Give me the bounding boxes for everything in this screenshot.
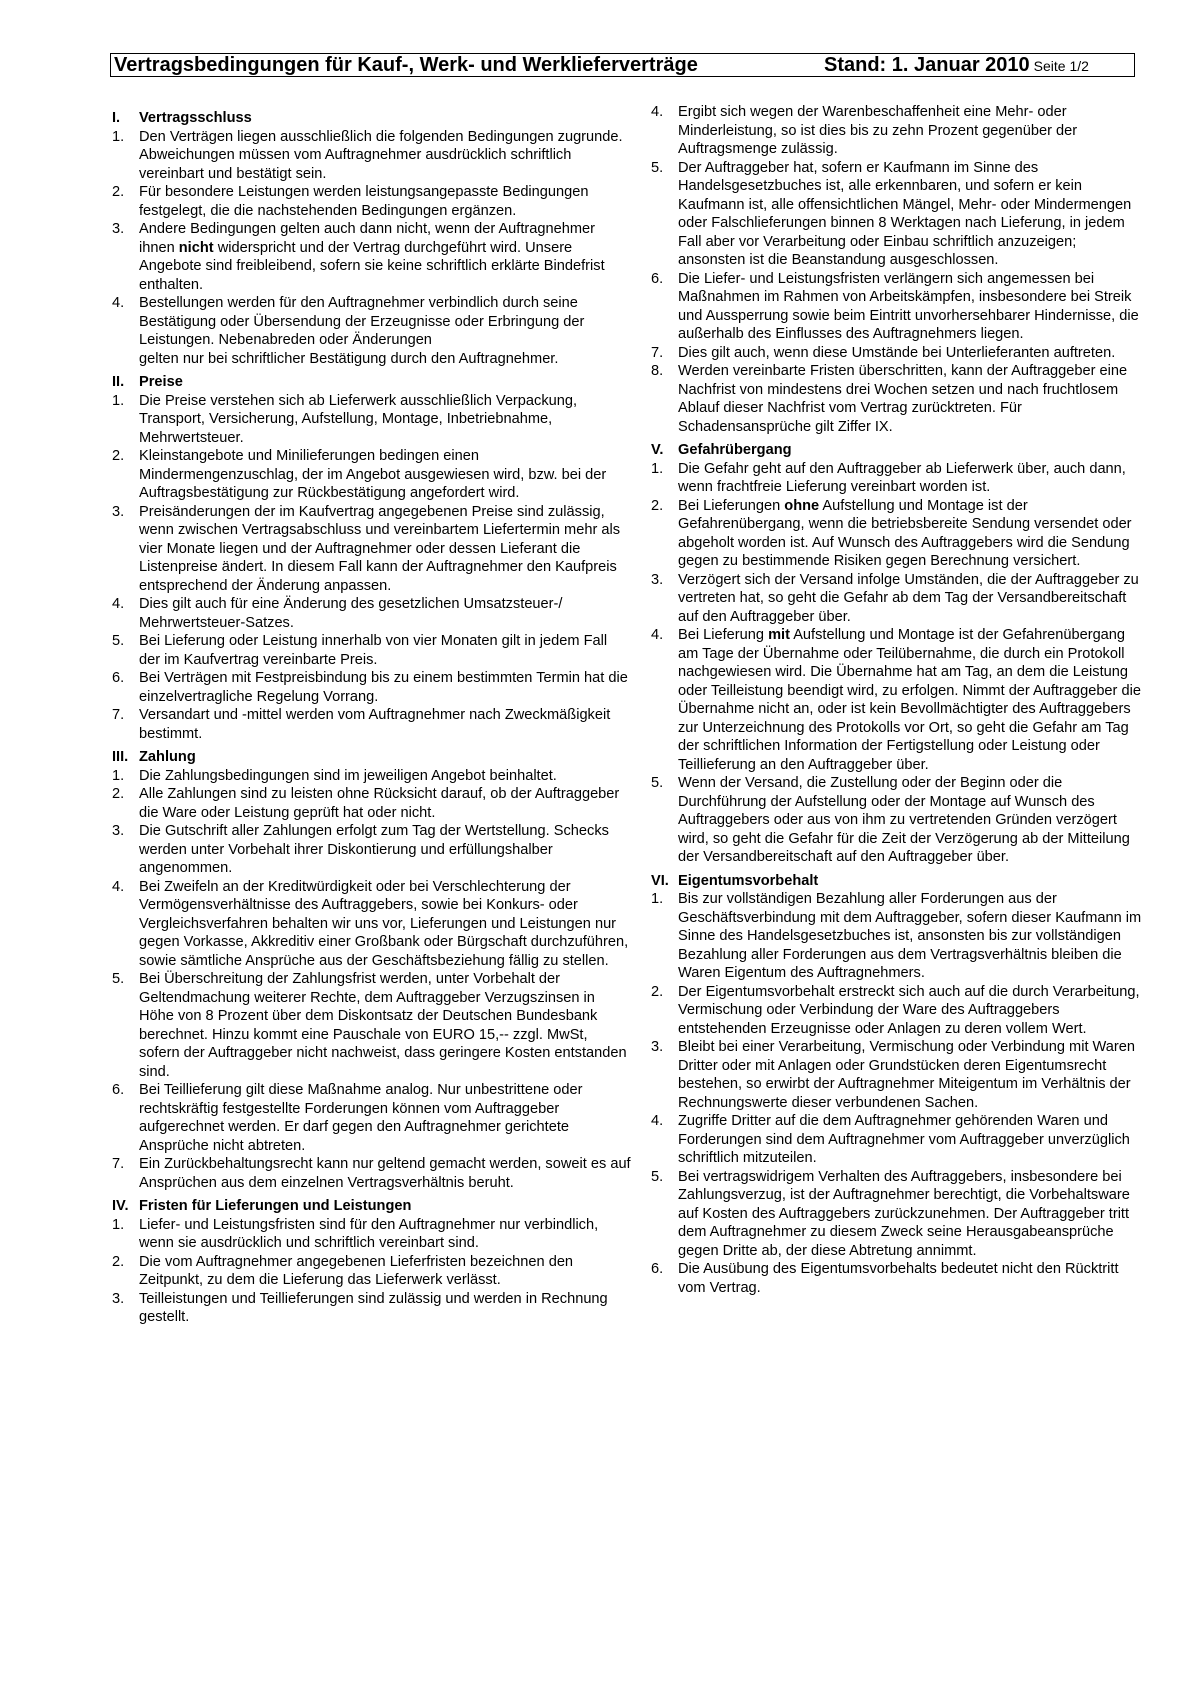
section — [651, 103, 1144, 436]
clause — [112, 822, 632, 878]
clause-text: Dies gilt auch für eine Änderung des gesetzlichen Umsatzsteuer-/ Mehrwertsteuer-Satzes. — [139, 596, 563, 631]
section-heading — [112, 373, 632, 392]
clause-text: Andere Bedingungen gelten auch dann nicht, wenn der Auftragnehmer ihnen nicht widerspricht und der Vertrag durchgeführt wird. Unsere Angebote sind freibleibend, sofern sie keine schriftlich erklärte Bindefrist enthalten. — [139, 221, 605, 293]
clause-text: Die Zahlungsbedingungen sind im jeweiligen Angebot beinhaltet. — [139, 767, 557, 784]
clause-number: 7. — [651, 344, 664, 361]
section — [112, 748, 632, 1192]
clause-number: 3. — [112, 503, 125, 520]
clause-number: 6. — [112, 1082, 125, 1098]
clause-number: 7. — [112, 1156, 125, 1172]
clause — [651, 362, 1144, 436]
clause — [112, 970, 632, 1081]
clause — [112, 294, 632, 368]
clause-text: Bleibt bei einer Verarbeitung, Vermischung oder Verbindung mit Waren Dritter oder mit Anlagen oder Grundstücken deren Eigentumsrecht bestehen, so erwirbt der Auftragnehmer Miteigentum im Verhältnis der Rechnungswerte dieser verbundenen Sachen. — [678, 1039, 1135, 1111]
section-title: Preise — [139, 374, 183, 390]
section-heading — [112, 109, 632, 128]
clause-text: Ein Zurückbehaltungsrecht kann nur geltend gemacht werden, soweit es auf Ansprüchen aus dem einzelnen Vertragsverhältnis beruht. — [139, 1156, 631, 1191]
clause-text: Alle Zahlungen sind zu leisten ohne Rücksicht darauf, ob der Auftraggeber die Ware oder Leistung geprüft hat oder nicht. — [139, 786, 620, 821]
clause — [651, 890, 1144, 983]
clause-number: 4. — [651, 104, 664, 120]
clause-text: Werden vereinbarte Fristen überschritten, kann der Auftraggeber eine Nachfrist von mindestens drei Wochen setzen und nach fruchtlosem Ablauf dieser Nachfrist vom Vertrag zurücktreten. Für Schadensansprüche gilt Ziffer IX. — [678, 363, 1128, 435]
clause-text: Der Auftraggeber hat, sofern er Kaufmann im Sinne des Handelsgesetzbuches ist, alle erkennbaren, und sofern er kein Kaufmann ist, alle offensichtlichen Mängel, Mehr- oder Mindermengen oder Falschlieferungen binnen 8 Werktagen nach Lieferung, in jedem Fall aber vor Verarbeitung oder Einbau schriftlich anzuzeigen; ansonsten ist die Beanstandung ausgeschlossen. — [678, 159, 1132, 268]
clause — [112, 183, 632, 220]
clause-number: 2. — [112, 786, 125, 802]
clause — [112, 392, 632, 448]
clause-number: 5. — [651, 1168, 664, 1185]
document-date — [824, 55, 1089, 76]
clause — [112, 595, 632, 632]
clause — [112, 128, 632, 184]
clause-text: Bei Überschreitung der Zahlungsfrist werden, unter Vorbehalt der Geltendmachung weiterer Rechte, dem Auftraggeber Verzugszinsen in Höhe von 8 Prozent über dem Diskontsatz der Deutschen Bundesbank berechnet. Hinzu kommt eine Pauschale von EURO 15,-- zzgl. MwSt, sofern der Auftraggeber nicht nachweist, dass geringere Kosten entstanden sind. — [139, 971, 627, 1080]
section-title: Zahlung — [139, 749, 196, 765]
clause-number: 1. — [651, 891, 664, 907]
clause — [112, 1081, 632, 1155]
clause-number: 2. — [112, 448, 125, 464]
clause-number: 4. — [112, 596, 125, 612]
clause — [651, 103, 1144, 159]
clause-number: 3. — [112, 221, 125, 237]
clause-number: 2. — [651, 497, 664, 514]
clause — [651, 774, 1144, 867]
clause-text: Ergibt sich wegen der Warenbeschaffenheit eine Mehr- oder Minderleistung, so ist dies bis zu zehn Prozent gegenüber der Auftragsmenge zulässig. — [678, 104, 1078, 157]
clause-text: Der Eigentumsvorbehalt erstreckt sich auch auf die durch Verarbeitung, Vermischung oder Verbindung der Ware des Auftraggebers entstehenden Erzeugnisse oder Anlagen zu deren vollem Wert. — [678, 983, 1140, 1037]
section-number: I. — [112, 110, 121, 126]
section — [651, 872, 1144, 1298]
clause — [112, 447, 632, 503]
section-number: V. — [651, 442, 664, 458]
clause — [651, 1168, 1144, 1261]
clause-number: 4. — [651, 627, 664, 643]
clause-text: Die Preise verstehen sich ab Lieferwerk ausschließlich Verpackung, Transport, Versicherung, Aufstellung, Montage, Inbetriebnahme, Mehrwertsteuer. — [139, 392, 578, 446]
section-heading — [651, 441, 1144, 460]
section-number: IV. — [112, 1198, 129, 1214]
clause-text: Teilleistungen und Teillieferungen sind zulässig und werden in Rechnung gestellt. — [139, 1290, 608, 1325]
section — [112, 109, 632, 368]
clause — [112, 878, 632, 971]
clause-text: Bei Lieferung oder Leistung innerhalb von vier Monaten gilt in jedem Fall der im Kaufvertrag vereinbarte Preis. — [139, 633, 608, 668]
clause-number: 6. — [112, 670, 125, 686]
section — [651, 441, 1144, 867]
section-title: Gefahrübergang — [678, 442, 792, 458]
clause-text: Zugriffe Dritter auf die dem Auftragnehmer gehörenden Waren und Forderungen sind dem Auftragnehmer vom Auftraggeber unverzüglich schriftlich mitzuteilen. — [678, 1113, 1130, 1166]
clause — [112, 767, 632, 786]
clause-text: Preisänderungen der im Kaufvertrag angegebenen Preise sind zulässig, wenn zwischen Vertragsabschluss und vereinbartem Liefertermin mehr als vier Monate liegen und der Auftragnehmer oder dessen Lieferant die Listenpreise ändert. In diesem Fall kann der Auftragnehmer den Kaufpreis entsprechend der Änderung anpassen. — [139, 503, 621, 594]
right-column — [651, 103, 1144, 1302]
document-title: Vertragsbedingungen für Kauf-, Werk- und Werklieferverträge — [114, 54, 698, 76]
clause-text: Kleinstangebote und Minilieferungen bedingen einen Mindermengenzuschlag, der im Angebot ausgewiesen wird, bzw. bei der Auftragsbestätigung zur Rückbestätigung angefordert wird. — [139, 448, 607, 501]
clause-number: 4. — [112, 878, 125, 895]
clause-text: Die Gefahr geht auf den Auftraggeber ab Lieferwerk über, auch dann, wenn frachtfreie Lieferung vereinbart worden ist. — [678, 460, 1126, 495]
clause — [651, 460, 1144, 497]
document-header — [110, 53, 1135, 77]
clause-number: 6. — [651, 1261, 664, 1277]
clause-number: 6. — [651, 270, 664, 287]
clause — [651, 1260, 1144, 1297]
clause-text: Bei Teillieferung gilt diese Maßnahme analog. Nur unbestrittene oder rechtskräftig festgestellte Forderungen können vom Auftraggeber aufgerechnet werden. Er darf gegen den Auftragnehmer gerichtete Ansprüche nicht abtreten. — [139, 1082, 583, 1154]
clause-number: 1. — [112, 1216, 125, 1233]
clause — [112, 1216, 632, 1253]
clause-number: 5. — [651, 775, 664, 791]
clause-text: Versandart und -mittel werden vom Auftragnehmer nach Zweckmäßigkeit bestimmt. — [139, 707, 611, 742]
section-number: II. — [112, 374, 125, 390]
clause — [651, 571, 1144, 627]
clause-text: Die Liefer- und Leistungsfristen verlängern sich angemessen bei Maßnahmen im Rahmen von Arbeitskämpfen, insbesondere bei Streik und Aussperrung sowie beim Eintritt unvorhersehbarer Hindernisse, die außerhalb des Einflusses des Auftragnehmers liegen. — [678, 270, 1139, 342]
clause-number: 4. — [651, 1113, 664, 1129]
clause-number: 5. — [112, 633, 125, 649]
clause-text: Bestellungen werden für den Auftragnehmer verbindlich durch seine Bestätigung oder Übersendung der Erzeugnisse oder Erbringung der Leistungen. Nebenabreden oder Änderungen gelten nur bei schriftlicher Bestätigung durch den Auftragnehmer. — [139, 295, 585, 367]
section-number: VI. — [651, 872, 669, 889]
clause-number: 2. — [112, 184, 125, 200]
clause — [112, 1253, 632, 1290]
page-indicator: Seite 1/2 — [1033, 58, 1089, 74]
left-column — [112, 109, 632, 1332]
clause — [112, 632, 632, 669]
section-title: Fristen für Lieferungen und Leistungen — [139, 1198, 412, 1214]
clause-number: 3. — [651, 1039, 664, 1055]
clause-number: 1. — [112, 128, 125, 145]
clause-number: 7. — [112, 707, 125, 723]
clause-text: Bis zur vollständigen Bezahlung aller Forderungen aus der Geschäftsverbindung mit dem Auftraggeber, sofern dieser Kaufmann im Sinne des Handelsgesetzbuches ist, ansonsten bis zur vollständigen Bezahlung aller Forderungen aus dem Vertragsverhältnis bleiben die Waren Eigentum des Auftragnehmers. — [678, 891, 1142, 981]
clause-text: Dies gilt auch, wenn diese Umstände bei Unterlieferanten auftreten. — [678, 344, 1116, 361]
clause-number: 1. — [651, 460, 664, 477]
clause-number: 1. — [112, 767, 125, 784]
stand-label: Stand: 1. Januar 2010 — [824, 54, 1030, 76]
clause — [112, 706, 632, 743]
clause-number: 2. — [651, 983, 664, 1000]
clause-text: Bei Lieferung mit Aufstellung und Montage ist der Gefahrenübergang am Tage der Übernahme oder Teilübernahme, die durch ein Protokoll nachgewiesen wird. Die Übernahme hat am Tag, an dem die Leistung oder Teilleistung beendigt wird, zu erfolgen. Nimmt der Auftraggeber die Übernahme nicht an, oder ist kein Bevollmächtigter des Auftraggebers zur Unterzeichnung des Protokolls vor Ort, so geht die Gefahr am Tag der schriftlichen Information der Fertigstellung oder Leistung oder Teillieferung an den Auftraggeber über. — [678, 627, 1141, 773]
section-heading — [112, 1197, 632, 1216]
clause — [112, 1155, 632, 1192]
clause-number: 2. — [112, 1253, 125, 1270]
clause-number: 3. — [651, 571, 664, 588]
clause-text: Den Verträgen liegen ausschließlich die folgenden Bedingungen zugrunde. Abweichungen müssen vom Auftragnehmer ausdrücklich schriftlich vereinbart und bestätigt sein. — [139, 128, 623, 182]
clause — [651, 626, 1144, 774]
section — [112, 1197, 632, 1327]
section-title: Eigentumsvorbehalt — [678, 872, 819, 889]
clause — [651, 1038, 1144, 1112]
clause-number: 5. — [112, 971, 125, 987]
clause-text: Bei Lieferungen ohne Aufstellung und Montage ist der Gefahrenübergang, wenn die betriebsbereite Sendung versendet oder abgeholt worden ist. Auf Wunsch des Auftraggebers wird die Sendung gegen zu bestimmende Risiken gegen Berechnung versichert. — [678, 497, 1132, 569]
clause-number: 5. — [651, 159, 664, 176]
clause-number: 4. — [112, 295, 125, 311]
section-heading — [651, 872, 1144, 891]
clause — [112, 1290, 632, 1327]
section — [112, 373, 632, 743]
clause-text: Liefer- und Leistungsfristen sind für den Auftragnehmer nur verbindlich, wenn sie ausdrücklich und schriftlich vereinbart sind. — [139, 1216, 599, 1251]
clause — [651, 1112, 1144, 1168]
clause-number: 1. — [112, 392, 125, 409]
clause-number: 3. — [112, 1290, 125, 1307]
clause-text: Verzögert sich der Versand infolge Umständen, die der Auftraggeber zu vertreten hat, so geht die Gefahr ab dem Tag der Versandbereitschaft auf den Auftraggeber über. — [678, 571, 1139, 625]
clause — [112, 220, 632, 294]
clause — [651, 344, 1144, 363]
clause-number: 8. — [651, 363, 664, 379]
clause — [651, 270, 1144, 344]
clause — [651, 497, 1144, 571]
clause-text: Die Gutschrift aller Zahlungen erfolgt zum Tag der Wertstellung. Schecks werden unter Vorbehalt ihrer Diskontierung und erfüllungshalber angenommen. — [139, 823, 609, 876]
clause — [112, 669, 632, 706]
clause — [112, 503, 632, 596]
clause-text: Bei Verträgen mit Festpreisbindung bis zu einem bestimmten Termin hat die einzelvertragliche Regelung Vorrang. — [139, 670, 628, 705]
clause-text: Wenn der Versand, die Zustellung oder der Beginn oder die Durchführung der Aufstellung oder der Montage auf Wunsch des Auftraggebers oder aus von ihm zu vertretenden Gründen verzögert wird, so geht die Gefahr für die Zeit der Verzögerung ab der Mitteilung der Versandbereitschaft auf den Auftraggeber über. — [678, 775, 1130, 865]
clause-text: Bei Zweifeln an der Kreditwürdigkeit oder bei Verschlechterung der Vermögensverhältnisse des Auftraggebers, sowie bei Konkurs- oder Vergleichsverfahren behalten wir uns vor, Lieferungen und Leistungen nur gegen Vorkasse, Akkreditiv einer Großbank oder Bürgschaft durchzuführen, sowie sämtliche Ansprüche aus der Geschäftsbeziehung fällig zu stellen. — [139, 878, 629, 969]
clause-text: Die vom Auftragnehmer angegebenen Lieferfristen bezeichnen den Zeitpunkt, zu dem die Lieferung das Lieferwerk verlässt. — [139, 1253, 574, 1288]
section-number: III. — [112, 749, 129, 765]
clause-text: Die Ausübung des Eigentumsvorbehalts bedeutet nicht den Rücktritt vom Vertrag. — [678, 1261, 1119, 1296]
clause — [651, 159, 1144, 270]
clause-text: Für besondere Leistungen werden leistungsangepasste Bedingungen festgelegt, die die nachstehenden Bedingungen ergänzen. — [139, 184, 589, 219]
section-title: Vertragsschluss — [139, 110, 252, 126]
clause-number: 3. — [112, 823, 125, 839]
section-heading — [112, 748, 632, 767]
clause-text: Bei vertragswidrigem Verhalten des Auftraggebers, insbesondere bei Zahlungsverzug, ist der Auftragnehmer berechtigt, die Vorbehaltsware auf Kosten des Auftraggebers zurückzunehmen. Der Auftraggeber tritt dem Auftragnehmer zu diesem Zweck seine Herausgabeansprüche gegen Dritte ab, der diese Abtretung annimmt. — [678, 1168, 1130, 1259]
clause — [112, 785, 632, 822]
clause — [651, 983, 1144, 1039]
